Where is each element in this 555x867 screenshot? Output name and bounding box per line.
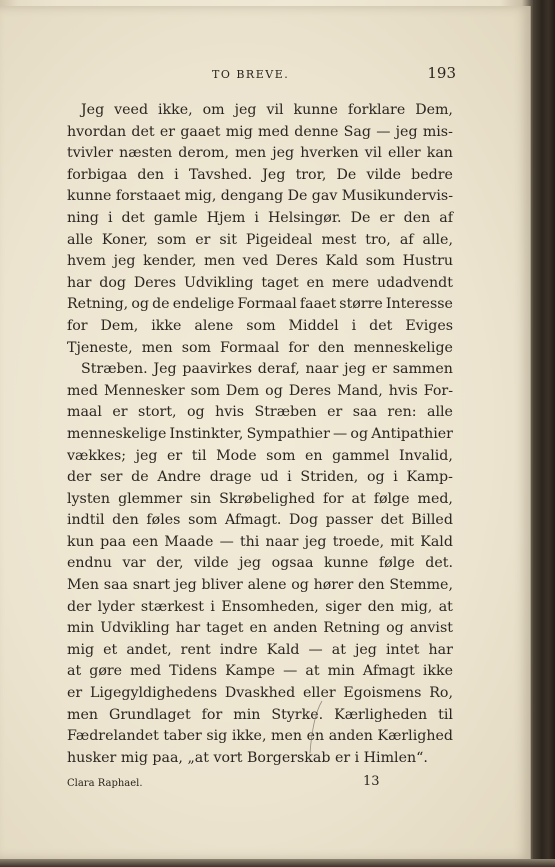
text-line: Fædrelandet taber sig ikke, men en anden Kærlighed xyxy=(67,728,453,745)
text-line: lysten glemmer sin Skrøbelighed for at følge med, xyxy=(67,490,453,507)
book-spine-edge xyxy=(533,0,555,867)
text-line: hvem jeg kender, men ved Deres Kald som Hustru xyxy=(67,253,453,270)
text-line: alle Koner, som er sit Pigeideal mest tro, af alle, xyxy=(67,231,453,248)
text-line: vækkes; jeg er til Mode som en gammel Invalid, xyxy=(67,447,453,464)
text-line: at gøre med Tidens Kampe — at min Afmagt ikke xyxy=(67,663,453,680)
text-line: husker mig paa, „at vort Borgerskab er i Himlen“. xyxy=(67,749,428,766)
text-line: har dog Deres Udvikling taget en mere udadvendt xyxy=(67,274,453,291)
text-line: der lyder stærkest i Ensomheden, siger den mig, at xyxy=(67,598,453,615)
text-line: kunne forstaaet mig, dengang De gav Musikundervis- xyxy=(67,188,453,205)
text-line: Stræben. Jeg paavirkes deraf, naar jeg er sammen xyxy=(81,361,453,378)
text-line: er Ligegyldighedens Dvaskhed eller Egoismens Ro, xyxy=(67,685,453,702)
page-footer xyxy=(67,774,453,792)
text-line: maal er stort, og hvis Stræben er saa ren: alle xyxy=(67,404,453,421)
text-line: hvordan det er gaaet mig med denne Sag — jeg mis- xyxy=(67,123,453,140)
text-line: ning i det gamle Hjem i Helsingør. De er den af xyxy=(67,209,453,226)
text-line: min Udvikling har taget en anden Retning og anvist xyxy=(67,620,453,637)
page-number: 193 xyxy=(427,64,456,82)
text-line: der ser de Andre drage ud i Striden, og i Kamp- xyxy=(67,469,453,486)
pencil-mark xyxy=(306,697,326,757)
text-line: men Grundlaget for min Styrke. Kærligheden til xyxy=(67,706,453,723)
book-bottom-edge xyxy=(0,859,555,867)
text-line: Tjeneste, men som Formaal for den menneskelige xyxy=(67,339,453,356)
signature-mark: Clara Raphael. xyxy=(67,778,143,789)
body-text xyxy=(67,100,453,769)
text-line: Men saa snart jeg bliver alene og hører den Stemme, xyxy=(67,577,453,594)
text-line: med Mennesker som Dem og Deres Mand, hvis For- xyxy=(67,382,453,399)
text-line: Jeg veed ikke, om jeg vil kunne forklare Dem, xyxy=(81,102,453,118)
running-head: TO BREVE. xyxy=(212,68,290,81)
page-header xyxy=(62,64,460,84)
text-line: Retning, og de endelige Formaal faaet større Interesse xyxy=(67,296,453,313)
text-line: endnu var der, vilde jeg ogsaa kunne følge det. xyxy=(67,555,453,572)
sheet-number: 13 xyxy=(363,774,380,789)
text-line: indtil den føles som Afmagt. Dog passer det Billed xyxy=(67,512,453,529)
text-line: forbigaa den i Tavshed. Jeg tror, De vilde bedre xyxy=(67,166,453,183)
text-line: menneskelige Instinkter, Sympathier — og Antipathier xyxy=(67,425,453,442)
text-line: tvivler næsten derom, men jeg hverken vil eller kan xyxy=(67,145,453,162)
text-line: mig et andet, rent indre Kald — at jeg intet har xyxy=(67,641,453,658)
text-line: for Dem, ikke alene som Middel i det Eviges xyxy=(67,317,453,334)
text-line: kun paa een Maade — thi naar jeg troede, mit Kald xyxy=(67,533,453,550)
